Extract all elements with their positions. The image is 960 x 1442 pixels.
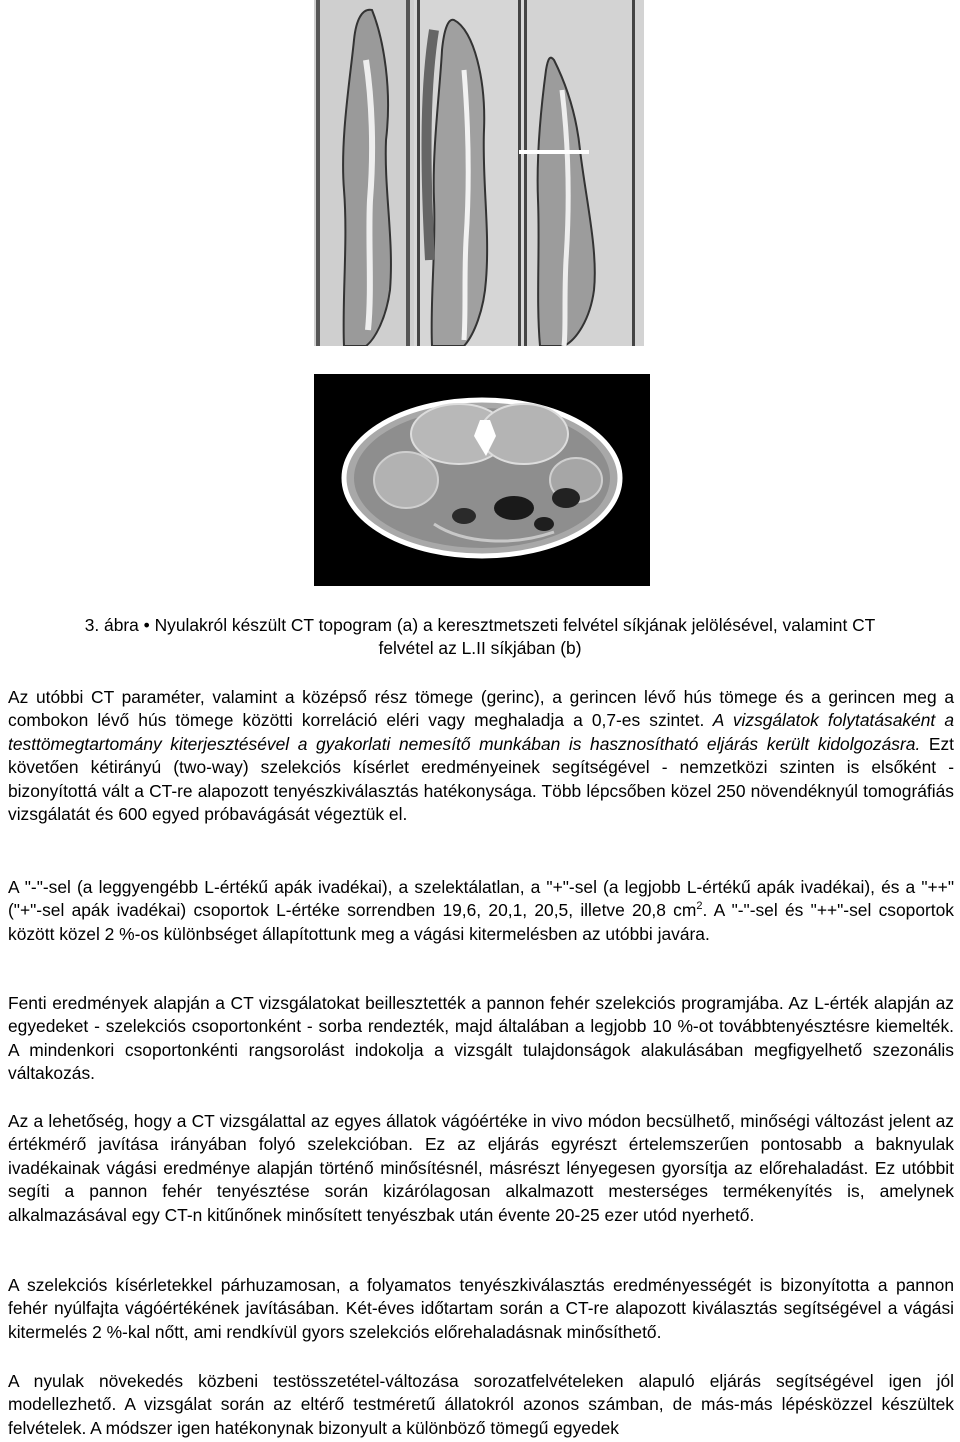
caption-line-1: 3. ábra • Nyulakról készült CT topogram (a) a keresztmetszeti felvétel síkjának jelölésével, valamint CT [84, 615, 876, 635]
paragraph-3: Fenti eredmények alapján a CT vizsgálatokat beillesztették a pannon fehér szelekciós programjába. Az L-érték alapján az egyedeket - szelekciós csoportonként - sorba rendezték, majd általában a legjobb 10 %-ot továbbtenyésztésre kiemelték. A mindenkori csoportonkénti rangsorolást indokolja a vizsgált tulajdonságok alakulásában megfigyelhető szezonális váltakozás. [8, 993, 954, 1084]
paragraph-4: Az a lehetőség, hogy a CT vizsgálattal az egyes állatok vágóértéke in vivo módon becsülhető, minőségi változást jelent az értékmérő javítása irányában folyó szelekcióban. Ez az eljárás egyrészt értelemszerűen pontosabb a baknyulak ivadékainak vágási eredménye alapján történő minősítésnél, másrészt lényegesen gyorsítja az előrehaladást. Ez utóbbit segíti a pannon fehér tenyésztése során kizárólagosan alkalmazott mesterséges termékenyítés is, amelynek alkalmazásával egy CT-n kitűnőnek minősített tenyészbak után évente 20-25 ezer utód nyerhető. [8, 1111, 954, 1225]
paragraph-5: A szelekciós kísérletekkel párhuzamosan, a folyamatos tenyészkiválasztás eredményességét is bizonyította a pannon fehér nyúlfajta vágóértékének javításában. Két-éves időtartam során a CT-re alapozott kiválasztás segítségével a vágási kitermelés 2 %-kal nőtt, ami rendkívül gyors szelekciós előrehaladásnak minősíthető. [8, 1275, 954, 1342]
topogram-strip-3 [519, 0, 644, 346]
paragraph-1-italic: A vizsgálatok folytatásaként a testtömegtartomány kiterjesztésével a gyakorlati nemesítő munkában is hasznosítható eljárás került kidolgozásra. [8, 710, 954, 754]
topogram-strip-2 [417, 0, 521, 346]
paragraph-2 [8, 876, 954, 946]
figure-caption [20, 614, 940, 660]
ct-cross-section-svg [314, 374, 650, 586]
ct-cross-section-image [314, 374, 650, 586]
slice-plane-marker [519, 150, 589, 154]
paragraph-2-text-b: . A "-"-sel és "++"-sel csoportok között közel 2 %-os különbséget állapítottunk meg a vágási kitermelésben az utóbbi javára. [8, 900, 954, 944]
ct-topogram-image [314, 0, 644, 346]
paragraph-6: A nyulak növekedés közbeni testösszetétel-változása sorozatfelvételeken alapuló eljárás segítségével igen jól modellezhető. A vizsgálat során az eltérő testméretű állatokról azonos számban, de más-más lépésközzel készültek felvételek. A módszer igen hatékonynak bizonyult a különböző tömegű egyedek [8, 1371, 954, 1438]
caption-line-2: felvétel az L.II síkjában (b) [378, 638, 582, 658]
paragraph-1 [8, 686, 954, 826]
paragraph-1-text: Az utóbbi CT paraméter, valamint a középső rész tömege (gerinc), a gerincen lévő hús tömege és a gerincen meg a combokon lévő hús tömege közötti korreláció eléri vagy meghaladja a 0,7-es szintet. [8, 687, 954, 731]
paragraph-1-rest: Ezt követően kétirányú (two-way) szelekciós kísérlet eredményeinek segítségével - nemzetközi szinten is elsőként - bizonyítottá vált a CT-re alapozott tenyészkiválasztás hatékonysága. Több lépcsőben közel 250 növendéknyúl tomográfiás vizsgálatát és 600 egyed próbavágását végeztük el. [8, 733, 955, 825]
paragraph-2-text-a: A "-"-sel (a leggyengébb L-értékű apák ivadékai), a szelektálatlan, a "+"-sel (a legjobb L-értékű apák ivadékai), és a "++" ("+"-sel apák ivadékai) csoportok L-értéke sorrendben 19,6, 20,1, 20,5, illetve 20,8 cm [8, 877, 954, 921]
ct-topogram-svg [314, 0, 644, 346]
paragraph-2-superscript: 2 [696, 900, 703, 913]
topogram-strip-1 [314, 0, 414, 346]
